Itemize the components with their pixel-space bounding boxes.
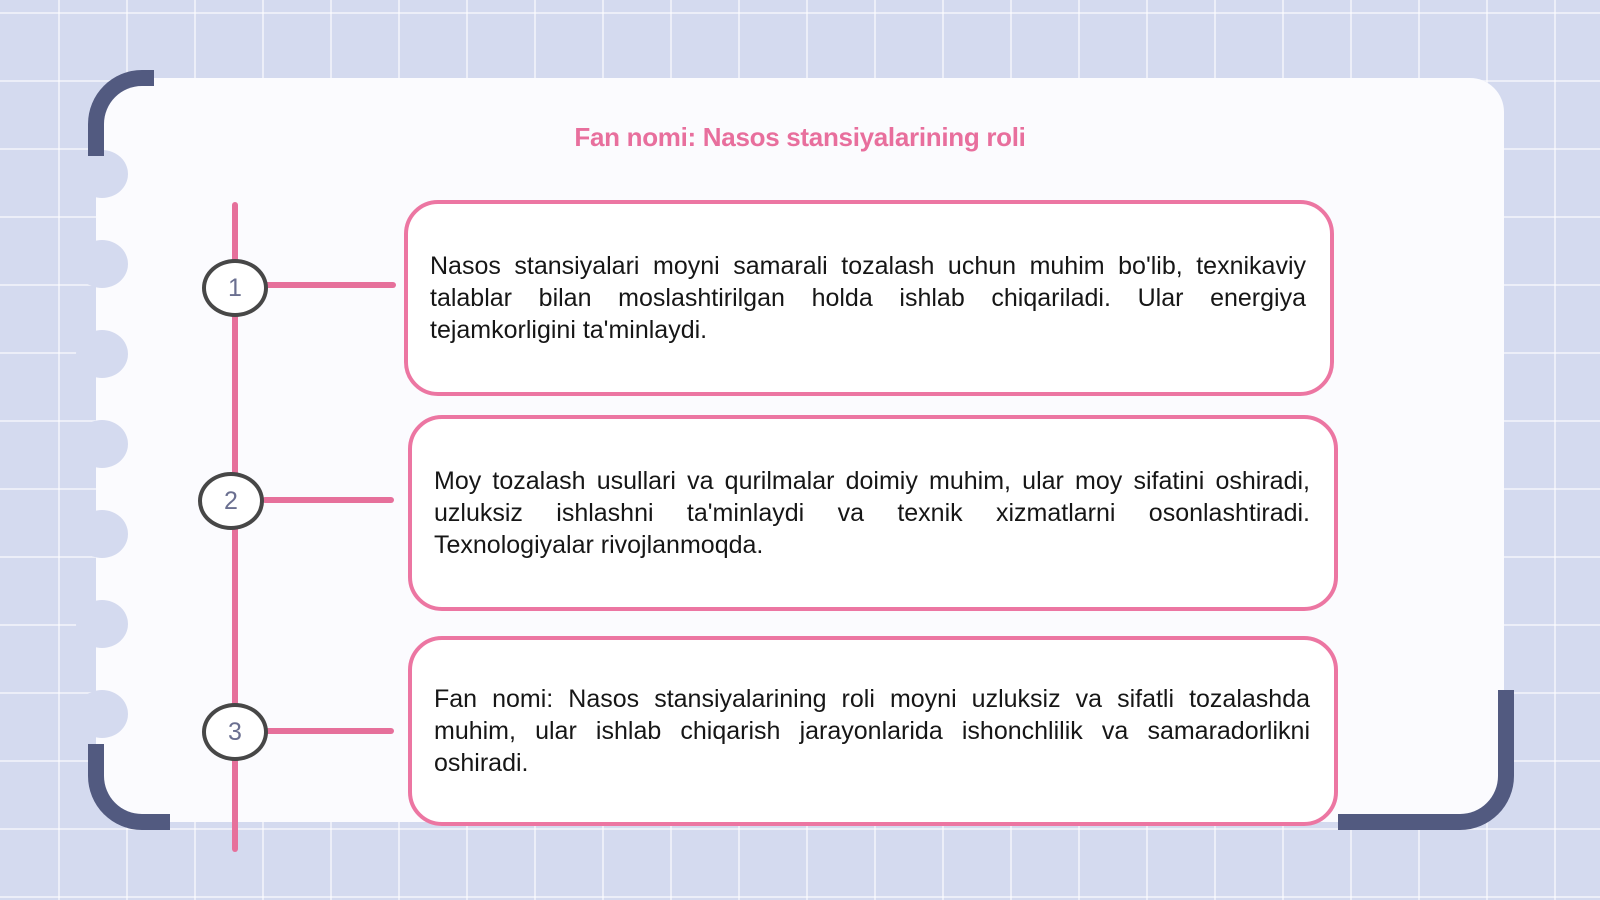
timeline-connector-1 [264,282,396,288]
paper-binding-hole [76,240,128,288]
paper-binding-hole [76,510,128,558]
timeline-connector-3 [264,728,394,734]
timeline-connector-2 [262,497,394,503]
timeline-card-1 [404,200,1334,396]
timeline-card-text-2: Moy tozalash usullari va qurilmalar doimiy muhim, ular moy sifatini oshiradi, uzluksiz ishlashni ta'minlaydi va texnik xizmatlarni osonlashtiradi. Texnologiyalar rivojlanmoqda. [434,467,1310,559]
timeline-card-3 [408,636,1338,826]
timeline-node-2: 2 [198,472,264,530]
frame-corner-bottom-right [1338,690,1514,830]
timeline-node-3: 3 [202,703,268,761]
timeline-card-text-3: Fan nomi: Nasos stansiyalarining roli moyni uzluksiz va sifatli tozalashda muhim, ular ishlab chiqarish jarayonlarida ishonchlilik va samaradorlikni oshiradi. [434,685,1310,777]
timeline-node-1: 1 [202,259,268,317]
paper-binding-hole [76,330,128,378]
timeline-card-text-1: Nasos stansiyalari moyni samarali tozalash uchun muhim bo'lib, texnikaviy talablar bilan moslashtirilgan holda ishlab chiqariladi. Ular energiya tejamkorligini ta'minlaydi. [430,252,1306,344]
timeline-card-2 [408,415,1338,611]
paper-binding-hole [76,690,128,738]
paper-binding-hole [76,600,128,648]
paper-binding-hole [76,150,128,198]
slide-title: Fan nomi: Nasos stansiyalarining roli [574,122,1026,152]
frame-corner-bottom-left [88,744,170,830]
paper-binding-hole [76,420,128,468]
